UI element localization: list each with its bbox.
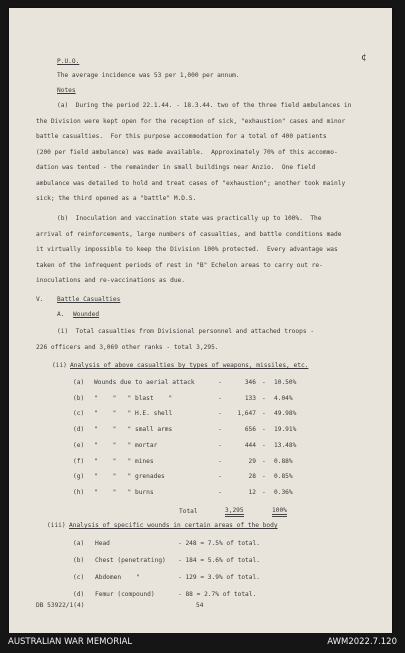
weapon-count: 12 (248, 488, 256, 496)
weapon-key: (b) (73, 394, 85, 402)
note-a-line: ambulance was detailed to hold and treat cases of "exhaustion"; another took mainly (36, 179, 346, 187)
area-value: - 88 = 2.7% of total. (178, 591, 257, 598)
total-count: 3,295 (225, 507, 244, 517)
weapon-description: Wounds due to aerial attack (94, 379, 195, 386)
weapon-key: (d) (73, 426, 85, 434)
note-a-line: (200 per field ambulance) was made available. Approximately 70% of this accommo- (36, 148, 338, 156)
weapon-dash: - (218, 426, 222, 434)
weapon-separator: - (262, 473, 266, 481)
weapon-percent: 0.85% (274, 473, 293, 481)
weapon-key: (a) (73, 379, 85, 386)
area-value: - 129 = 3.9% of total. (178, 574, 260, 581)
subsection-a-title: Wounded (73, 311, 100, 318)
weapon-description: " " " mortar (94, 441, 158, 449)
weapon-description: " " " blast " (94, 394, 173, 402)
weapon-dash: - (218, 488, 222, 496)
weapon-percent: 4.04% (274, 394, 293, 402)
weapon-description: " " " burns (94, 488, 154, 496)
area-value: - 248 = 7.5% of total. (178, 540, 260, 547)
section-heading: P.U.O. (57, 58, 80, 65)
weapon-count: 444 (244, 441, 256, 449)
weapon-count: 29 (248, 457, 256, 465)
weapon-dash: - (218, 457, 222, 465)
footer-institution: AUSTRALIAN WAR MEMORIAL (8, 637, 133, 647)
document-reference: DB 53922/1(4) (36, 602, 85, 609)
weapon-separator: - (262, 379, 266, 386)
note-a-line: sick; the third opened as a "battle" M.D.S. (36, 195, 197, 202)
weapon-dash: - (218, 473, 222, 481)
note-a-line: the Division were kept open for the reception of sick, "exhaustion" cases and minor (36, 117, 346, 125)
item-ii-title: Analysis of above casualties by types of weapons, missiles, etc. (70, 362, 309, 369)
page-number: 54 (196, 602, 204, 609)
total-label: Total (179, 508, 198, 515)
footer-accession: AWM2022.7.120 (327, 637, 397, 647)
note-b-line: taken of the infrequent periods of rest in "B" Echelon areas to carry out re- (36, 261, 323, 269)
weapon-key: (f) (73, 457, 85, 465)
area-key: (a) (73, 540, 85, 547)
weapon-separator: - (262, 394, 266, 402)
weapon-key: (h) (73, 488, 85, 496)
weapon-percent: 19.91% (274, 426, 297, 434)
archive-footer (0, 633, 405, 653)
weapon-dash: - (218, 441, 222, 449)
notes-heading: Notes (57, 87, 76, 94)
area-description: Femur (compound) (95, 591, 155, 598)
weapon-description: " " " grenades (94, 473, 165, 481)
area-description: Chest (penetrating) (95, 557, 166, 564)
weapon-count: 656 (244, 426, 256, 434)
weapon-separator: - (262, 410, 266, 418)
area-description: Head (95, 540, 110, 547)
page-mark: ¢ (361, 53, 367, 63)
weapon-description: " " " H.E. shell (94, 410, 173, 418)
weapon-percent: 0.88% (274, 457, 293, 465)
area-value: - 184 = 5.6% of total. (178, 557, 260, 564)
weapon-count: 133 (244, 394, 256, 402)
weapon-separator: - (262, 441, 266, 449)
note-b-line: (b) Inoculation and vaccination state was practically up to 100%. The (57, 215, 322, 222)
area-key: (b) (73, 557, 85, 564)
weapon-description: " " " mines (94, 457, 154, 465)
note-b-line: inoculations and re-vaccinations as due. (36, 277, 186, 284)
item-ii-label: (ii) (52, 362, 67, 369)
item-i-line: (i) Total casualties from Divisional personnel and attached troops - (57, 328, 315, 335)
weapon-separator: - (262, 457, 266, 465)
weapon-separator: - (262, 426, 266, 434)
item-i-line: 226 officers and 3,069 other ranks - total 3,295. (36, 343, 219, 351)
weapon-dash: - (218, 379, 222, 386)
weapon-percent: 49.98% (274, 410, 297, 418)
section-v-number: V. (36, 296, 44, 303)
area-key: (d) (73, 591, 85, 598)
note-a-line: battle casualties. For this purpose accommodation for a total of 400 patients (36, 133, 327, 140)
weapon-dash: - (218, 410, 222, 418)
weapon-percent: 10.50% (274, 379, 297, 386)
note-a-line: dation was tented - the remainder in small buildings near Anzio. One field (36, 164, 316, 171)
weapon-description: " " " small arms (94, 426, 173, 434)
weapon-key: (c) (73, 410, 85, 418)
area-description: Abdomen " (95, 574, 140, 581)
weapon-percent: 13.48% (274, 441, 297, 449)
weapon-key: (e) (73, 441, 85, 449)
section-v-title: Battle Casualties (57, 296, 121, 303)
item-iii-title: Analysis of specific wounds in certain areas of the body (69, 522, 278, 529)
subsection-a-label: A. (57, 311, 65, 318)
weapon-percent: 0.36% (274, 488, 293, 496)
weapon-dash: - (218, 394, 222, 402)
weapon-key: (g) (73, 473, 85, 481)
area-key: (c) (73, 574, 85, 581)
document-page (9, 8, 392, 633)
total-percent: 100% (272, 507, 287, 517)
item-iii-label: (iii) (47, 522, 66, 529)
weapon-count: 1,647 (237, 410, 256, 418)
note-a-line: (a) During the period 22.1.44. - 18.3.44. two of the three field ambulances in (57, 102, 352, 109)
note-b-line: arrival of reinforcements, large numbers of casualties, and battle conditions made (36, 230, 342, 238)
note-b-line: it virtually impossible to keep the Division 100% protected. Every advantage was (36, 246, 338, 253)
weapon-count: 346 (244, 379, 256, 386)
incidence-text: The average incidence was 53 per 1,000 per annum. (57, 72, 240, 79)
weapon-separator: - (262, 488, 266, 496)
weapon-count: 28 (248, 473, 256, 481)
